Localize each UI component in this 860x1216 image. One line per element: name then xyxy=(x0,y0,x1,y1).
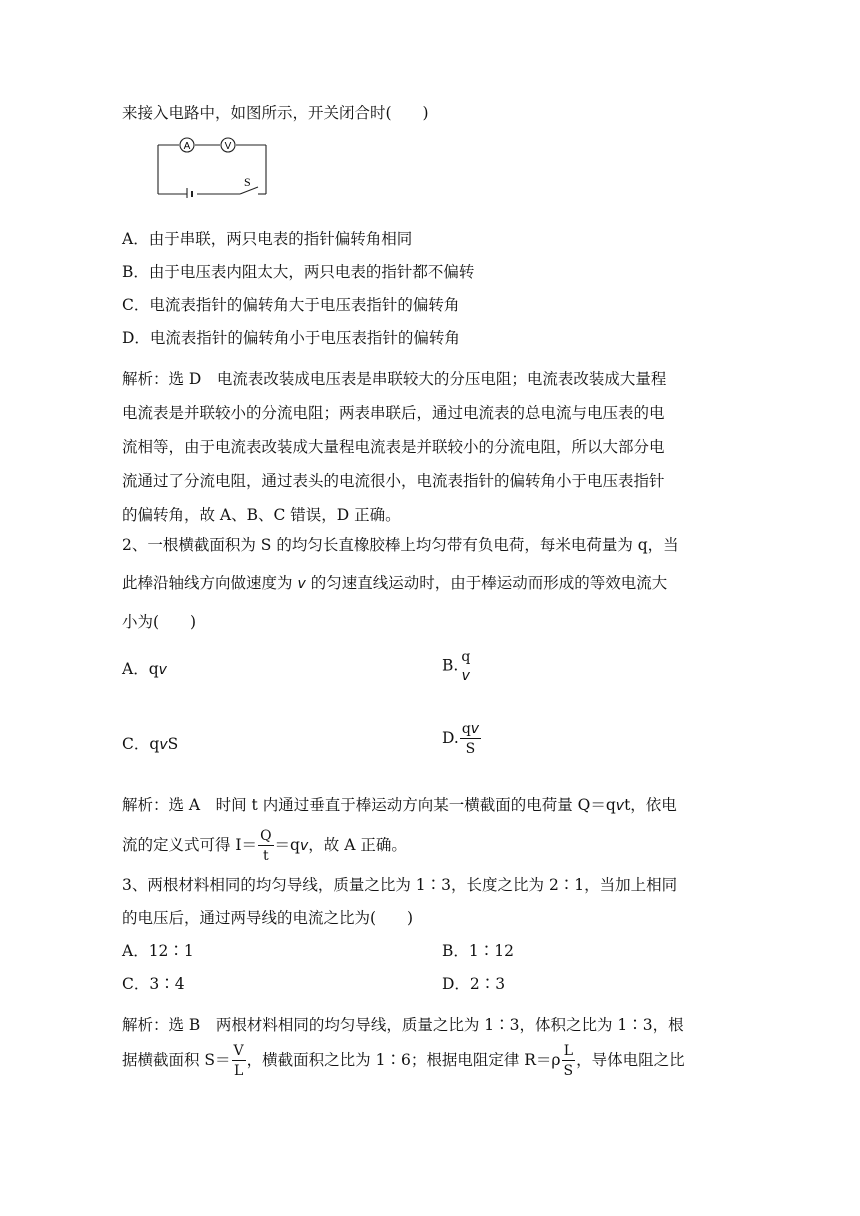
q3-analysis-line-1: 解析：选 B 两根材料相同的均匀导线，质量之比为 1∶3，体积之比为 1∶3，根 xyxy=(122,1016,684,1034)
q1-analysis-line-2: 电流表是并联较小的分流电阻；两表串联后，通过电流表的总电流与电压表的电 xyxy=(122,404,665,422)
q3-option-d: D．2∶3 xyxy=(442,975,506,993)
switch-label: S xyxy=(244,175,251,189)
ammeter-icon xyxy=(180,138,194,152)
q2-option-c: C．qvS xyxy=(122,735,179,753)
q2-stem-line-2: 此棒沿轴线方向做速度为 v 的匀速直线运动时，由于棒运动而形成的等效电流大 xyxy=(122,574,668,592)
voltmeter-icon xyxy=(221,138,235,152)
q2-option-b: B. q v xyxy=(442,649,471,684)
ammeter-label: A xyxy=(183,141,191,152)
q1-analysis-line-4: 流通过了分流电阻，通过表头的电流很小，电流表指针的偏转角小于电压表指针 xyxy=(122,472,665,490)
q2-option-d: D. $\frac{qv}{S}$ xyxy=(442,721,480,757)
q2-stem-line-1: 2、一根横截面积为 S 的均匀长直橡胶棒上均匀带有负电荷，每米电荷量为 q，当 xyxy=(122,536,679,554)
q3-stem-line-1: 3、两根材料相同的均匀导线，质量之比为 1∶3，长度之比为 2∶1，当加上相同 xyxy=(122,876,678,894)
voltmeter-label: V xyxy=(224,141,232,152)
q1-intro: 来接入电路中，如图所示，开关闭合时( ) xyxy=(122,104,429,122)
q2-option-a: A．qv xyxy=(122,660,167,678)
q2-analysis-line-1: 解析：选 A 时间 t 内通过垂直于棒运动方向某一横截面的电荷量 Q＝qvt，依电 xyxy=(122,796,677,814)
q1-analysis-line-5: 的偏转角，故 A、B、C 错误，D 正确。 xyxy=(122,506,401,524)
q1-option-a: A．由于串联，两只电表的指针偏转角相同 xyxy=(122,230,413,248)
q2-analysis-line-2: 流的定义式可得 I＝ $\frac{Q}{t}$ ＝qv，故 A 正确。 xyxy=(122,828,407,864)
q1-option-c: C．电流表指针的偏转角大于电压表指针的偏转角 xyxy=(122,296,460,314)
q3-option-b: B．1∶12 xyxy=(442,942,514,960)
velocity-symbol: v xyxy=(297,576,306,592)
q1-analysis-line-1: 解析：选 D 电流表改装成电压表是串联较大的分压电阻；电流表改装成大量程 xyxy=(122,370,667,388)
q1-option-d: D．电流表指针的偏转角小于电压表指针的偏转角 xyxy=(122,329,460,347)
q2-stem-line-3: 小为( ) xyxy=(122,613,197,631)
circuit-diagram xyxy=(150,136,272,198)
q3-analysis-line-2: 据横截面积 S＝ $\frac{V}{L}$ ，横截面积之比为 1∶6；根据电阻定律 R＝ρ $\frac{L}{S}$ ，导体电阻之比 xyxy=(122,1043,685,1079)
q3-stem-line-2: 的电压后，通过两导线的电流之比为( ) xyxy=(122,909,414,927)
q1-analysis-line-3: 流相等，由于电流表改装成大量程电流表是并联较小的分流电阻，所以大部分电 xyxy=(122,438,665,456)
q1-option-b: B．由于电压表内阻太大，两只电表的指针都不偏转 xyxy=(122,263,475,281)
q3-option-a: A．12∶1 xyxy=(122,942,194,960)
q3-option-c: C．3∶4 xyxy=(122,975,185,993)
